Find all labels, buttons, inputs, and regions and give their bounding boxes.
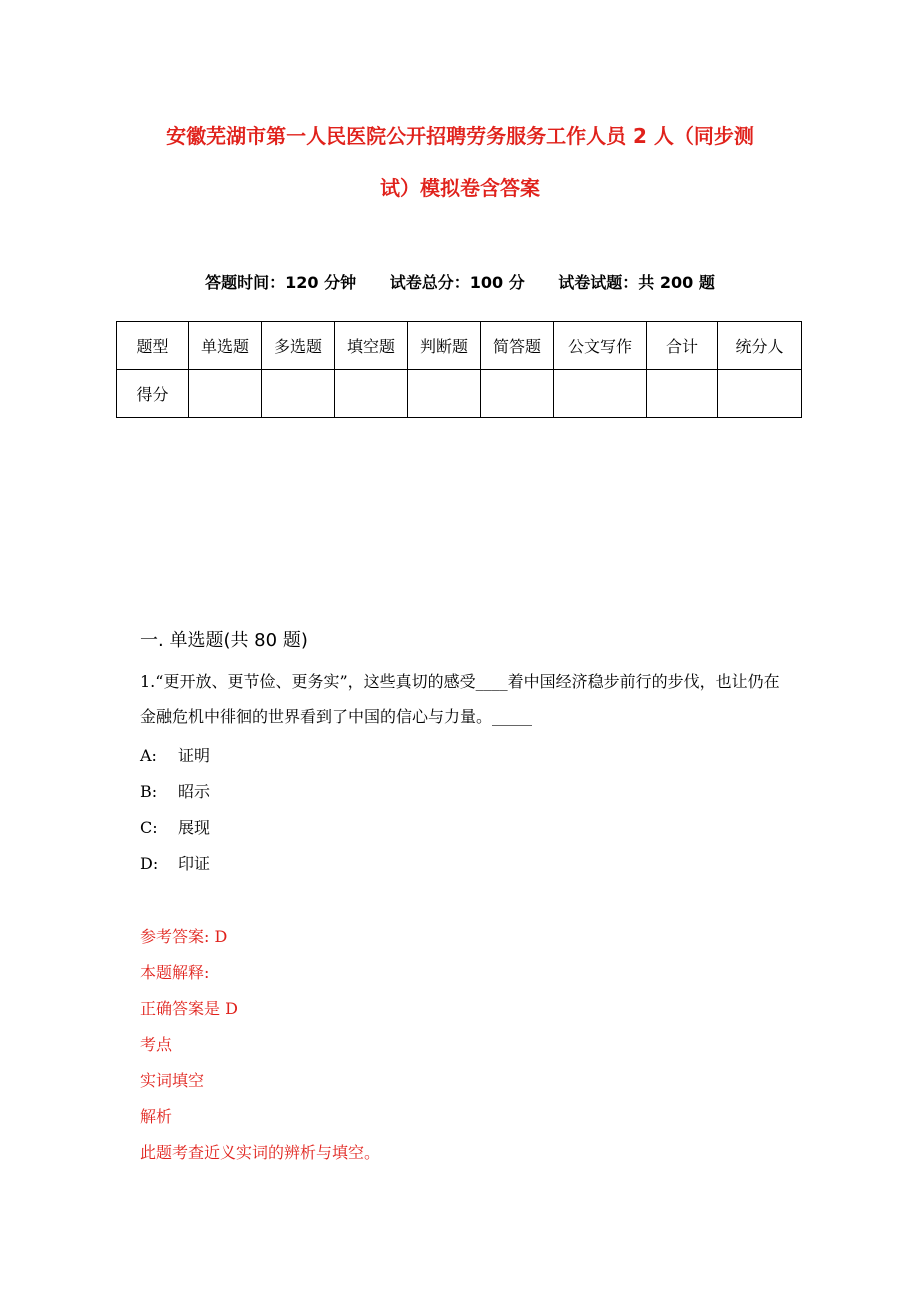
score-cell	[481, 370, 554, 418]
option-b	[140, 779, 210, 802]
score-table-score-row	[117, 370, 802, 418]
kaodian-title: 考点	[140, 1035, 173, 1054]
section-title: 一. 单选题(共 80 题)	[140, 630, 308, 651]
header-cell-writing: 公文写作	[554, 322, 647, 370]
kaodian-text: 实词填空	[140, 1071, 205, 1090]
option-text: 证明	[178, 746, 211, 765]
option-d	[140, 851, 210, 874]
header-cell-type: 题型	[117, 322, 189, 370]
option-a	[140, 743, 210, 766]
option-c	[140, 815, 210, 838]
score-table	[116, 321, 802, 418]
header-cell-short: 简答题	[481, 322, 554, 370]
option-text: 展现	[178, 818, 211, 837]
score-cell	[718, 370, 802, 418]
exam-time: 答题时间：120 分钟	[205, 273, 357, 292]
question-text: 1.“更开放、更节俭、更务实”，这些真切的感受____着中国经济稳步前行的步伐，也让仍在金融危机中徘徊的世界看到了中国的信心与力量。_____	[140, 672, 780, 726]
reference-answer: 参考答案: D	[140, 927, 228, 946]
exam-info	[0, 270, 920, 293]
document-title	[120, 110, 800, 214]
score-cell	[554, 370, 647, 418]
title-line-1: 安徽芜湖市第一人民医院公开招聘劳务服务工作人员 2 人（同步测	[166, 124, 754, 148]
explanation-title: 本题解释:	[140, 963, 210, 982]
analysis-text: 此题考查近义实词的辨析与填空。	[140, 1143, 381, 1162]
exam-total-score: 试卷总分：100 分	[389, 273, 525, 292]
option-label: A:	[140, 746, 157, 765]
analysis-title: 解析	[140, 1107, 173, 1126]
option-label: D:	[140, 854, 159, 873]
score-table-header-row	[117, 322, 802, 370]
option-label: B:	[140, 782, 158, 801]
header-cell-fill: 填空题	[335, 322, 408, 370]
score-cell	[335, 370, 408, 418]
header-cell-judge: 判断题	[408, 322, 481, 370]
correct-answer: 正确答案是 D	[140, 999, 238, 1018]
row-label-score: 得分	[117, 370, 189, 418]
header-cell-scorer: 统分人	[718, 322, 802, 370]
option-text: 昭示	[178, 782, 211, 801]
option-label: C:	[140, 818, 158, 837]
title-line-2: 试）模拟卷含答案	[380, 176, 540, 200]
score-cell	[189, 370, 262, 418]
header-cell-total: 合计	[647, 322, 718, 370]
score-cell	[647, 370, 718, 418]
header-cell-multi: 多选题	[262, 322, 335, 370]
score-cell	[408, 370, 481, 418]
score-cell	[262, 370, 335, 418]
header-cell-single: 单选题	[189, 322, 262, 370]
exam-total-questions: 试卷试题：共 200 题	[558, 273, 715, 292]
option-text: 印证	[178, 854, 211, 873]
